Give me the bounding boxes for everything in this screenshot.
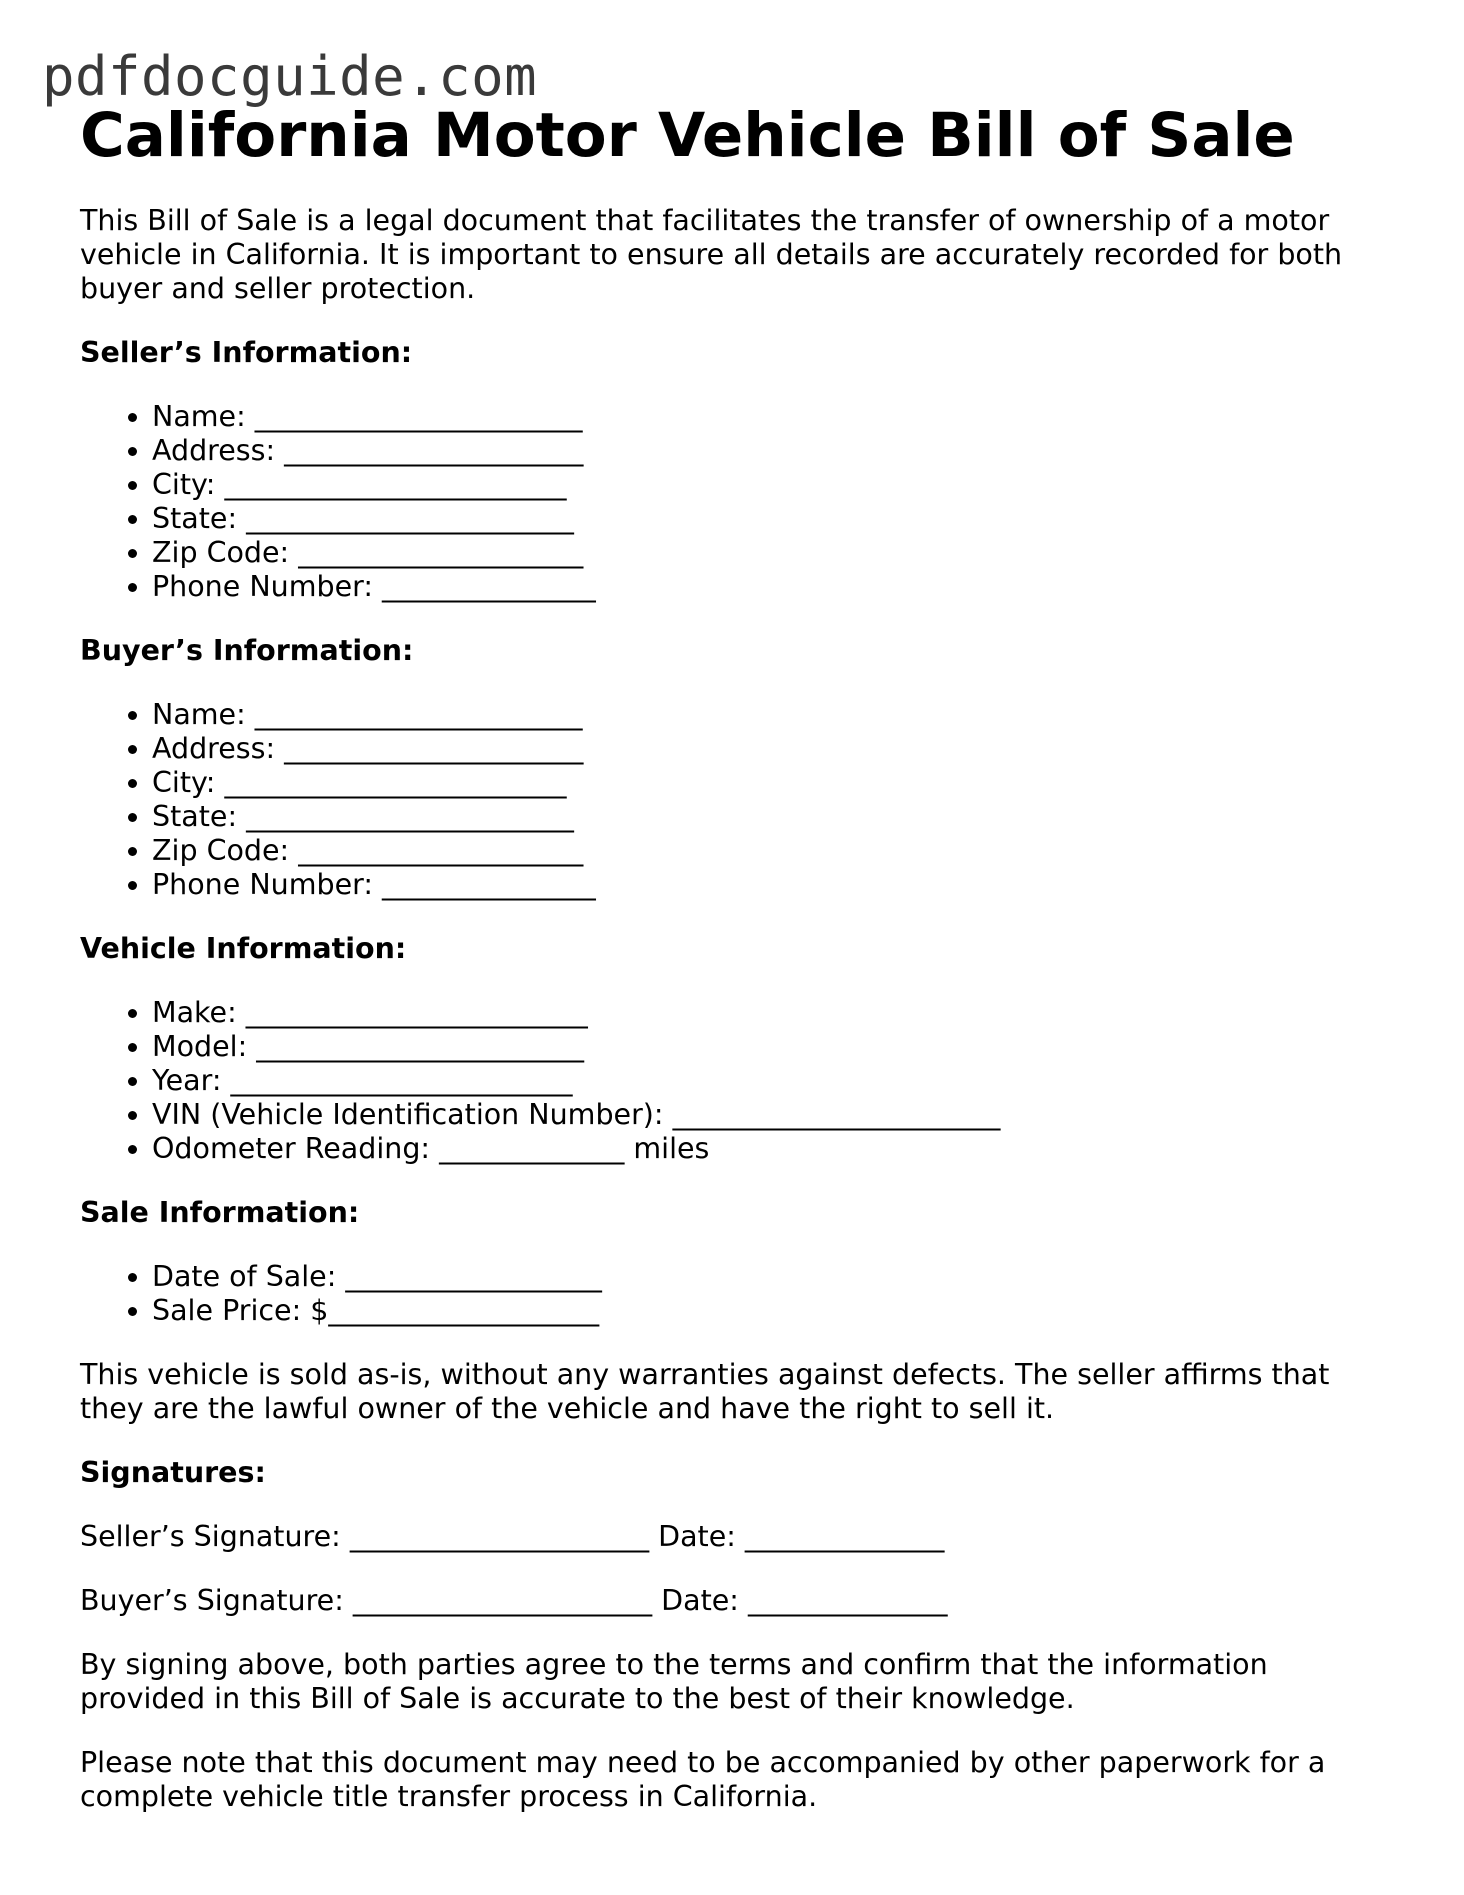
vehicle-field-list	[80, 996, 1380, 1166]
seller-zip-field[interactable]: • Zip Code: ____________________	[152, 536, 1380, 570]
seller-address-field[interactable]: • Address: _____________________	[152, 434, 1380, 468]
page-title: California Motor Vehicle Bill of Sale	[80, 100, 1295, 171]
seller-field-list	[80, 400, 1380, 604]
seller-state-field[interactable]: • State: _______________________	[152, 502, 1380, 536]
sale-date-field[interactable]: • Date of Sale: __________________	[152, 1260, 1380, 1294]
site-watermark: pdfdocguide.com	[42, 45, 538, 108]
document-body	[80, 100, 1380, 1844]
buyer-address-field[interactable]: • Address: _____________________	[152, 732, 1380, 766]
sale-section-heading: Sale Information:	[80, 1196, 360, 1229]
agreement-paragraph: By signing above, both parties agree to the terms and confirm that the information provided in this Bill of Sale is accurate to the best of their knowledge.	[80, 1648, 1268, 1715]
as-is-paragraph: This vehicle is sold as-is, without any warranties against defects. The seller affirms that they are the lawful owner of the vehicle and have the right to sell it.	[80, 1358, 1330, 1425]
seller-name-field[interactable]: • Name: _______________________	[152, 400, 1380, 434]
buyer-signature-line[interactable]: Buyer’s Signature: _____________________ Date: ______________	[80, 1584, 948, 1617]
buyer-phone-field[interactable]: • Phone Number: _______________	[152, 868, 1380, 902]
vehicle-year-field[interactable]: • Year: ________________________	[152, 1064, 1380, 1098]
buyer-city-field[interactable]: • City: ________________________	[152, 766, 1380, 800]
vehicle-make-field[interactable]: • Make: ________________________	[152, 996, 1380, 1030]
sale-field-list	[80, 1260, 1380, 1328]
vehicle-section-heading: Vehicle Information:	[80, 932, 407, 965]
buyer-field-list	[80, 698, 1380, 902]
seller-section-heading: Seller’s Information:	[80, 336, 413, 369]
buyer-state-field[interactable]: • State: _______________________	[152, 800, 1380, 834]
vehicle-odometer-field[interactable]: • Odometer Reading: _____________ miles	[152, 1132, 1380, 1166]
buyer-zip-field[interactable]: • Zip Code: ____________________	[152, 834, 1380, 868]
buyer-section-heading: Buyer’s Information:	[80, 634, 414, 667]
vehicle-model-field[interactable]: • Model: _______________________	[152, 1030, 1380, 1064]
seller-signature-line[interactable]: Seller’s Signature: _____________________ Date: ______________	[80, 1520, 945, 1553]
intro-paragraph: This Bill of Sale is a legal document that facilitates the transfer of ownership of a motor vehicle in California. It is important to ensure all details are accurately recorded for both buyer and seller protection.	[80, 204, 1343, 305]
signatures-section-heading: Signatures:	[80, 1456, 266, 1489]
buyer-name-field[interactable]: • Name: _______________________	[152, 698, 1380, 732]
sale-price-field[interactable]: • Sale Price: $___________________	[152, 1294, 1380, 1328]
seller-phone-field[interactable]: • Phone Number: _______________	[152, 570, 1380, 604]
vehicle-vin-field[interactable]: • VIN (Vehicle Identification Number): _______________________	[152, 1098, 1380, 1132]
seller-city-field[interactable]: • City: ________________________	[152, 468, 1380, 502]
note-paragraph: Please note that this document may need to be accompanied by other paperwork for a complete vehicle title transfer process in California.	[80, 1746, 1326, 1813]
